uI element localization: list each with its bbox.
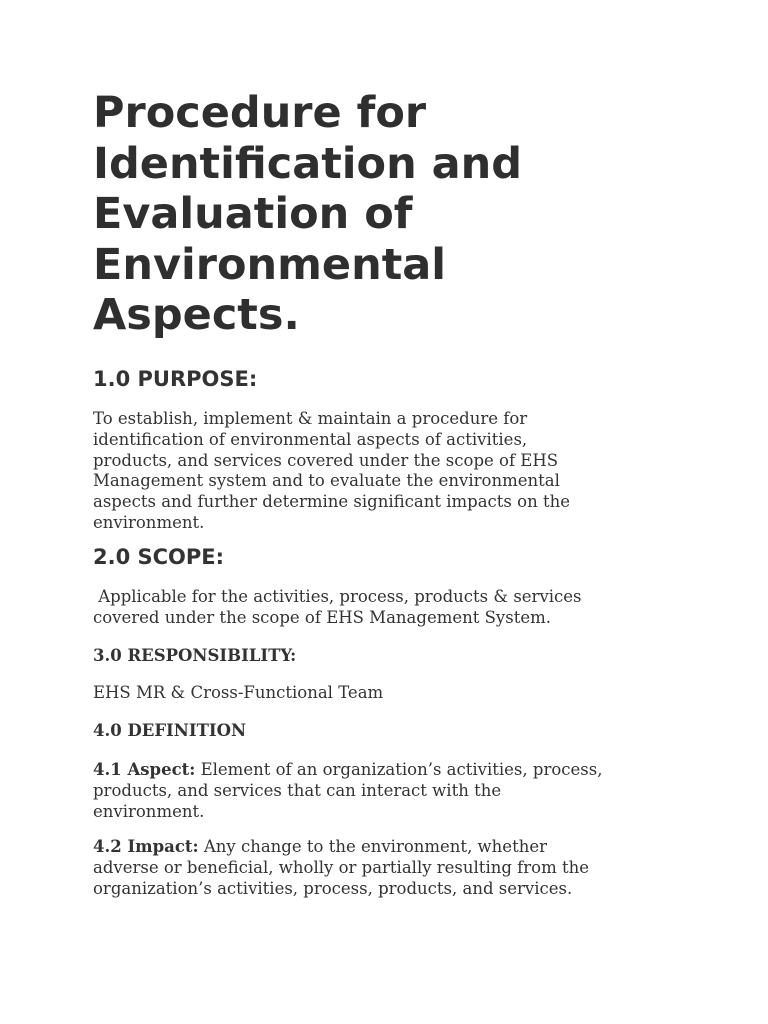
aspect-term: 4.1 Aspect:: [93, 760, 196, 779]
paragraph-line: [93, 837, 693, 858]
paragraph-line: environment.: [93, 801, 205, 821]
paragraph-line: aspects and further determine significant impacts on the: [93, 492, 570, 512]
aspect-definition: [93, 760, 693, 822]
paragraph-line: covered under the scope of EHS Management System.: [93, 607, 551, 627]
impact-term: 4.2 Impact:: [93, 837, 199, 856]
scope-heading: 2.0 SCOPE:: [93, 545, 225, 569]
definition-heading: 4.0 DEFINITION: [93, 721, 247, 740]
title-line: Procedure for: [93, 88, 427, 138]
paragraph-line: products, and services covered under the scope of EHS: [93, 450, 559, 470]
purpose-paragraph: [93, 409, 693, 534]
paragraph-line: environment.: [93, 512, 205, 532]
paragraph-line: To establish, implement & maintain a procedure for: [93, 409, 528, 428]
document-title: [93, 88, 693, 341]
title-line: Aspects.: [93, 290, 300, 340]
impact-definition: [93, 837, 693, 899]
paragraph-line: Management system and to evaluate the environmental: [93, 471, 560, 491]
paragraph-line: products, and services that can interact with the: [93, 780, 502, 800]
paragraph-line: Applicable for the activities, process, products & services: [93, 587, 582, 606]
paragraph-line: identification of environmental aspects of activities,: [93, 429, 528, 449]
responsibility-text: EHS MR & Cross-Functional Team: [93, 683, 384, 702]
impact-first-line: Any change to the environment, whether: [198, 837, 547, 856]
title-line: Evaluation of: [93, 189, 413, 239]
paragraph-line: adverse or beneficial, wholly or partially resulting from the: [93, 857, 589, 877]
aspect-first-line: Element of an organization’s activities, process,: [195, 760, 603, 779]
purpose-heading: 1.0 PURPOSE:: [93, 367, 258, 391]
paragraph-line: organization’s activities, process, products, and services.: [93, 878, 573, 898]
paragraph-line: [93, 760, 693, 781]
title-line: Environmental: [93, 239, 447, 290]
responsibility-heading: 3.0 RESPONSIBILITY:: [93, 646, 297, 665]
scope-paragraph: [93, 587, 693, 629]
title-line: Identification and: [93, 138, 523, 189]
